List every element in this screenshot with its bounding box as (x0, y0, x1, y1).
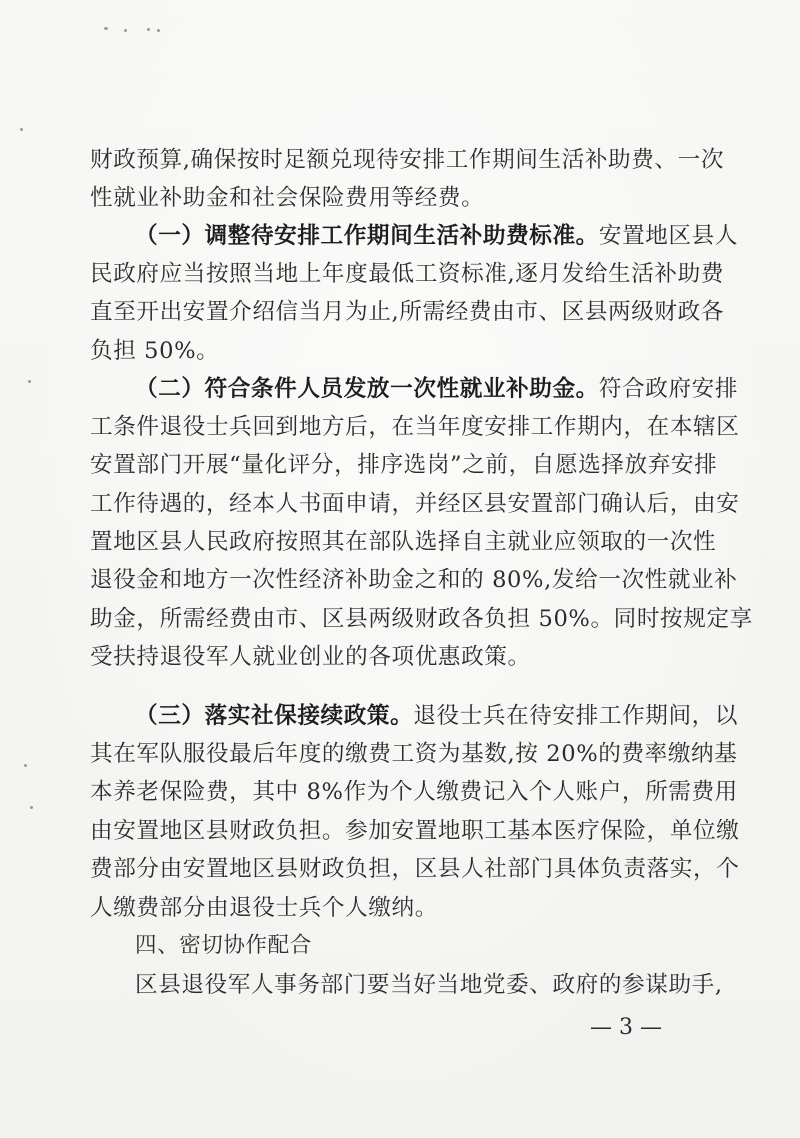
page-number: — 3 — (590, 1015, 662, 1040)
paragraph-line (135, 373, 739, 405)
subheading: （一）调整待安排工作期间生活补助费标准。 (135, 223, 599, 249)
text-span: 符合政府安排 (598, 376, 739, 402)
text-span: 安置地区县人 (598, 223, 739, 249)
paragraph-line (135, 220, 739, 252)
paragraph-line (135, 700, 739, 732)
text-line: 本养老保险费，其中 8%作为个人缴费记入个人账户，所需费用 (90, 779, 738, 805)
text-line: 财政预算,确保按时足额兑现待安排工作期间生活补助费、一次 (90, 147, 725, 173)
text-line: 民政府应当按照当地上年度最低工资标准,逐月发给生活补助费 (90, 261, 725, 287)
scan-speck (147, 28, 150, 31)
section-title: 四、密切协作配合 (135, 933, 312, 958)
subheading: （二）符合条件人员发放一次性就业补助金。 (135, 376, 599, 402)
text-span: 退役士兵在待安排工作期间，以 (413, 703, 739, 729)
text-line: 负担 50%。 (90, 338, 220, 364)
text-line: 费部分由安置地区县财政负担，区县人社部门具体负责落实，个 (90, 856, 740, 882)
subheading: （三）落实社保接续政策。 (135, 703, 414, 729)
scan-speck (28, 380, 31, 383)
scan-speck (24, 764, 27, 767)
text-line: 受扶持退役军人就业创业的各项优惠政策。 (90, 644, 531, 670)
scan-speck (30, 806, 33, 809)
text-line: 助金，所需经费由市、区县两级财政各负担 50%。同时按规定享 (90, 606, 753, 632)
text-line: 置地区县人民政府按照其在部队选择自主就业应领取的一次性 (90, 529, 717, 555)
scan-speck (104, 27, 108, 30)
text-line: 退役金和地方一次性经济补助金之和的 80%,发给一次性就业补 (90, 567, 738, 593)
scan-speck (157, 29, 160, 32)
text-line: 人缴费部分由退役士兵个人缴纳。 (90, 895, 438, 921)
scan-speck (124, 29, 127, 32)
text-line: 区县退役军人事务部门要当好当地党委、政府的参谋助手, (135, 972, 723, 998)
text-line: 直至开出安置介绍信当月为止,所需经费由市、区县两级财政各 (90, 299, 725, 325)
text-line: 安置部门开展“量化评分，排序选岗”之前，自愿选择放弃安排 (90, 452, 718, 478)
text-line: 性就业补助金和社会保险费用等经费。 (90, 185, 485, 211)
text-line: 工作待遇的，经本人书面申请，并经区县安置部门确认后，由安 (90, 491, 740, 517)
text-line: 工条件退役士兵回到地方后，在当年度安排工作期内，在本辖区 (90, 414, 740, 440)
text-line: 由安置地区县财政负担。参加安置地职工基本医疗保险，单位缴 (90, 818, 740, 844)
text-line: 其在军队服役最后年度的缴费工资为基数,按 20%的费率缴纳基 (90, 741, 738, 767)
scan-speck (20, 128, 23, 131)
